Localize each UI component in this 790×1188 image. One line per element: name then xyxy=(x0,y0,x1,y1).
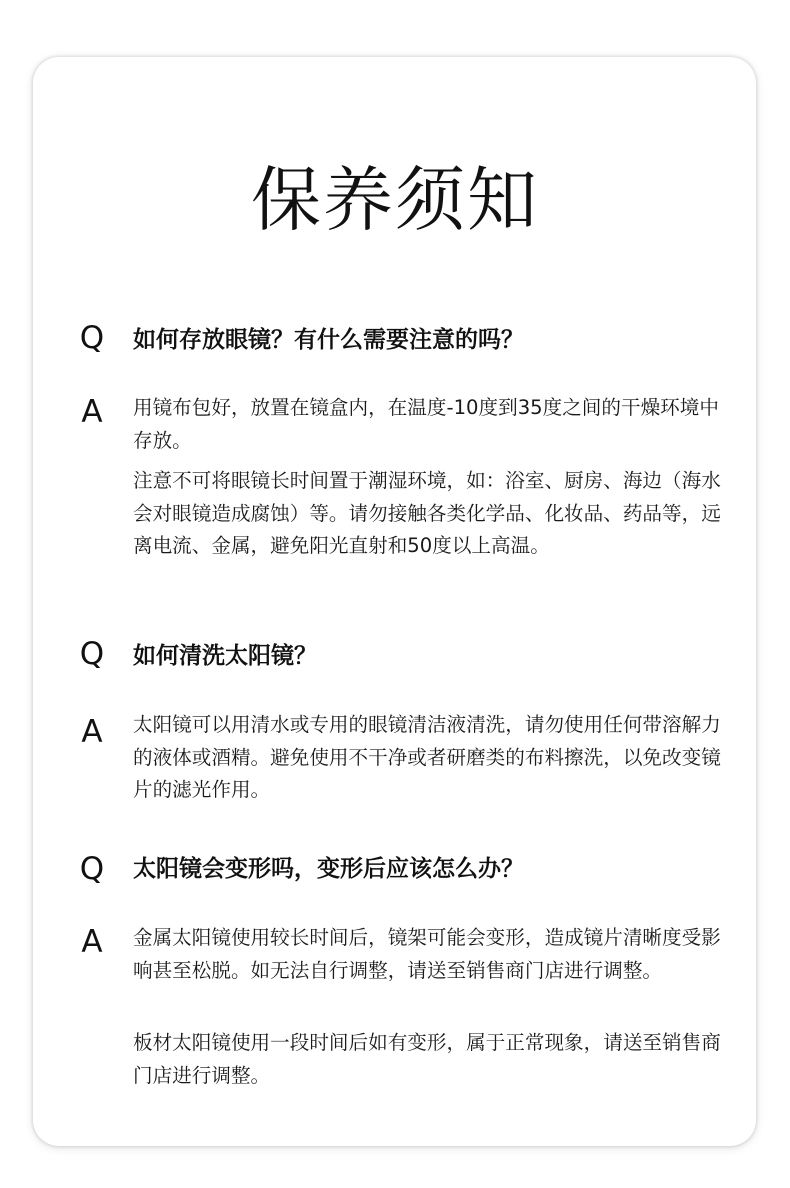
answer-3-paragraph-2: 板材太阳镜使用一段时间后如有变形，属于正常现象，请送至销售商门店进行调整。 xyxy=(133,1031,721,1087)
answer-1-paragraph-1: 用镜布包好，放置在镜盒内，在温度-10度到35度之间的干燥环境中存放。 xyxy=(133,396,719,452)
answer-2-paragraph-1: 太阳镜可以用清水或专用的眼镜清洁液清洗，请勿使用任何带溶解力的液体或酒精。避免使用不干净或者研磨类的布料擦洗，以免改变镜片的滤光作用。 xyxy=(133,713,721,801)
q-marker-1: Q xyxy=(79,320,105,356)
q-marker-2: Q xyxy=(79,636,105,672)
a-marker-2: A xyxy=(81,714,103,750)
a-marker-3: A xyxy=(81,924,103,960)
answer-3-paragraph-1: 金属太阳镜使用较长时间后，镜架可能会变形，造成镜片清晰度受影响甚至松脱。如无法自行调整，请送至销售商门店进行调整。 xyxy=(133,926,721,982)
answer-1-paragraph-2: 注意不可将眼镜长时间置于潮湿环境，如：浴室、厨房、海边（海水会对眼镜造成腐蚀）等。请勿接触各类化学品、化妆品、药品等，远离电流、金属，避免阳光直射和50度以上高温。 xyxy=(133,469,721,557)
q-marker-3: Q xyxy=(79,851,105,887)
question-1: 如何存放眼镜？有什么需要注意的吗？ xyxy=(133,327,524,353)
a-marker-1: A xyxy=(81,394,103,430)
page-title: 保养须知 xyxy=(251,159,539,241)
question-2: 如何清洗太阳镜？ xyxy=(133,643,317,669)
question-3: 太阳镜会变形吗，变形后应该怎么办？ xyxy=(133,856,524,882)
